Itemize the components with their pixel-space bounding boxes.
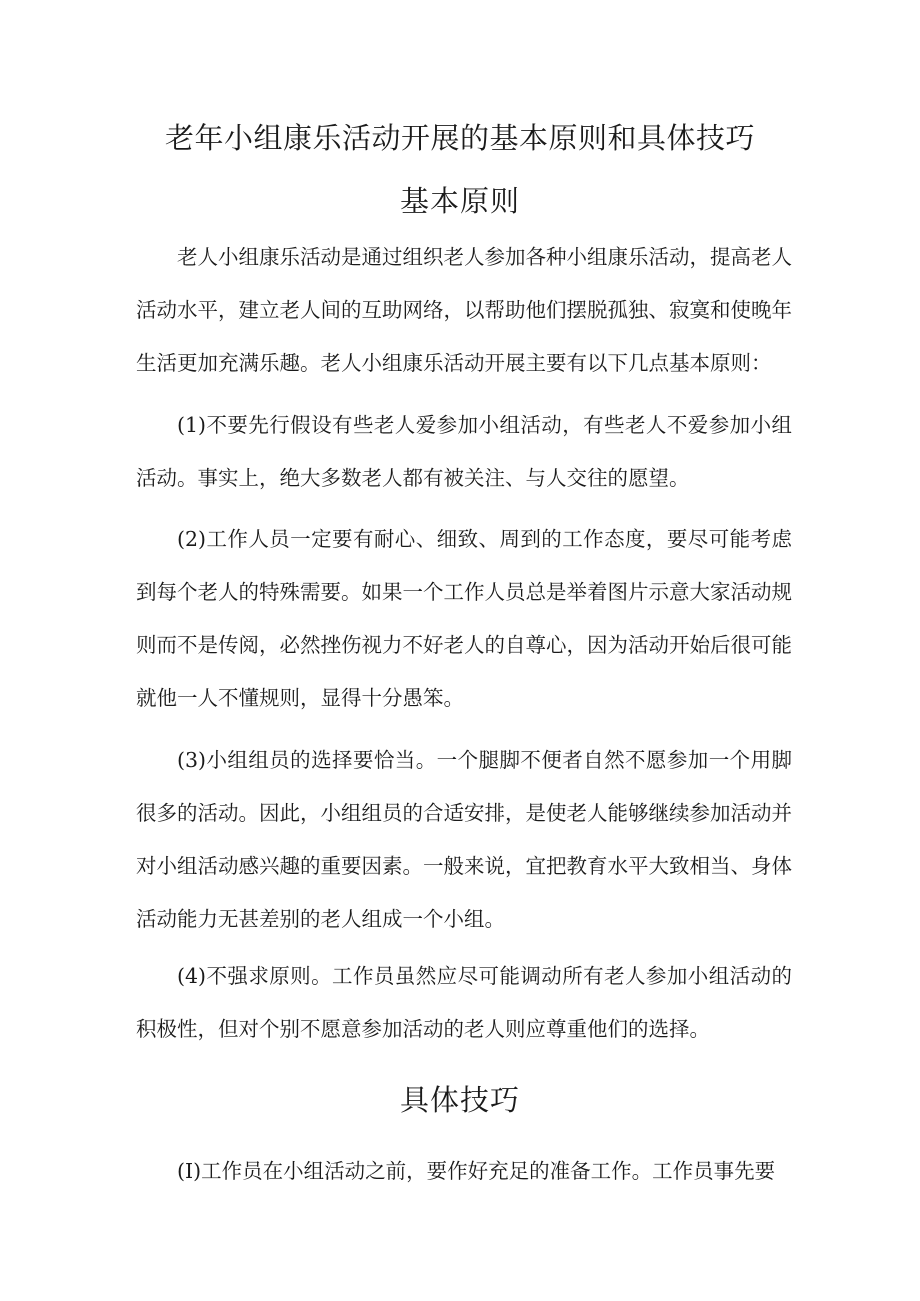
principle-paragraph-1: (1)不要先行假设有些老人爱参加小组活动，有些老人不爱参加小组活动。事实上，绝大多数老人都有被关注、与人交往的愿望。 — [136, 413, 792, 490]
technique-paragraph-1: (I)工作员在小组活动之前，要作好充足的准备工作。工作员事先要 — [177, 1159, 776, 1183]
document-title: 老年小组康乐活动开展的基本原则和具体技巧 — [164, 121, 755, 155]
section-heading-basic-principles: 基本原则 — [399, 184, 520, 218]
intro-paragraph: 老人小组康乐活动是通过组织老人参加各种小组康乐活动，提高老人活动水平，建立老人间的互助网络，以帮助他们摆脱孤独、寂寞和使晚年生活更加充满乐趣。老人小组康乐活动开展主要有以下几点基本原则： — [136, 245, 792, 375]
principle-paragraph-4: (4)不强求原则。工作员虽然应尽可能调动所有老人参加小组活动的积极性，但对个别不愿意参加活动的老人则应尊重他们的选择。 — [136, 964, 792, 1041]
principle-paragraph-2: (2)工作人员一定要有耐心、细致、周到的工作态度，要尽可能考虑到每个老人的特殊需要。如果一个工作人员总是举着图片示意大家活动规则而不是传阅，必然挫伤视力不好老人的自尊心，因为活动开始后很可能就他一人不懂规则，显得十分愚笨。 — [136, 527, 792, 710]
principle-paragraph-3: (3)小组组员的选择要恰当。一个腿脚不便者自然不愿参加一个用脚很多的活动。因此，小组组员的合适安排，是使老人能够继续参加活动并对小组活动感兴趣的重要因素。一般来说，宜把教育水平大致相当、身体活动能力无甚差别的老人组成一个小组。 — [136, 748, 792, 931]
section-heading-specific-techniques: 具体技巧 — [399, 1083, 520, 1117]
